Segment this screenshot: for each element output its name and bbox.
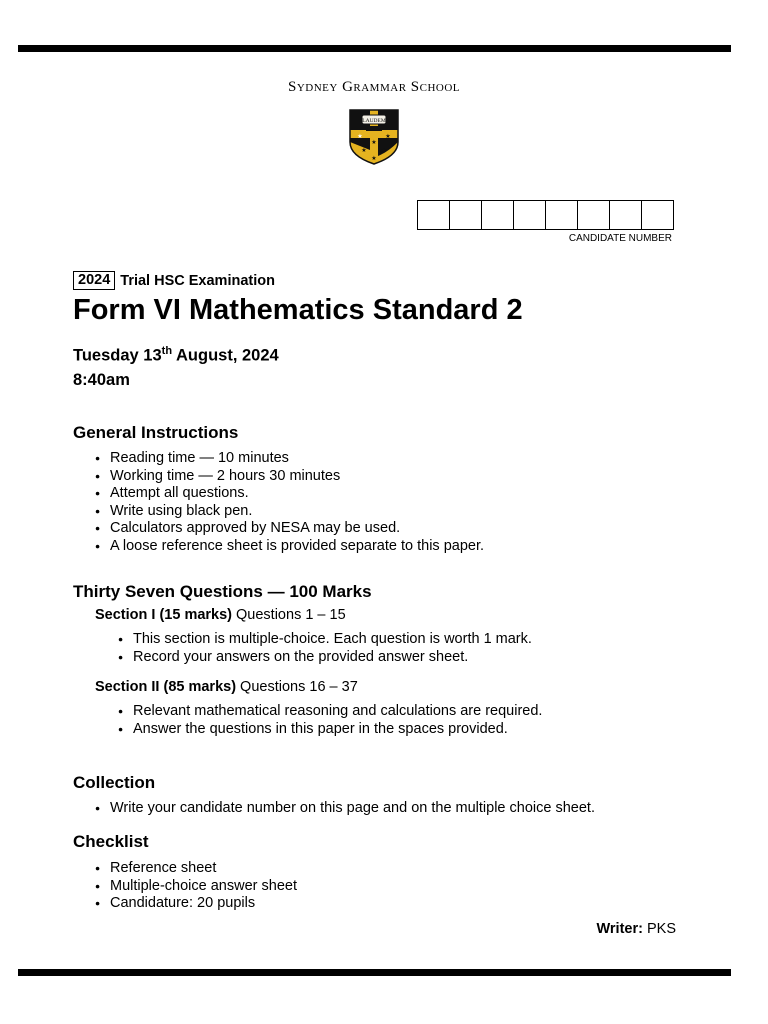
section-2-list [118, 703, 542, 738]
exam-time: 8:40am [73, 371, 130, 389]
list-item: ● Calculators approved by NESA may be used. [95, 520, 484, 538]
exam-date [73, 345, 279, 366]
svg-text:★: ★ [385, 134, 391, 140]
top-rule [18, 45, 731, 52]
checklist-heading: Checklist [73, 832, 149, 851]
exam-date-month-year: August, 2024 [172, 346, 279, 365]
list-item: ● Write using black pen. [95, 503, 484, 521]
school-crest-logo [348, 108, 400, 166]
section-1-title: Section I (15 marks) [95, 607, 232, 623]
crest-motto: LAUDEM [362, 118, 386, 124]
candidate-digit-box[interactable] [449, 200, 482, 230]
candidate-digit-box[interactable] [545, 200, 578, 230]
candidate-digit-box[interactable] [481, 200, 514, 230]
list-item: ● Answer the questions in this paper in the spaces provided. [118, 721, 542, 739]
svg-text:★: ★ [371, 156, 377, 162]
list-item: ● A loose reference sheet is provided separate to this paper. [95, 538, 484, 556]
bottom-rule [18, 969, 731, 976]
section-2-title: Section II (85 marks) [95, 679, 237, 695]
svg-text:★: ★ [371, 140, 377, 146]
section-2-range: Questions 16 – 37 [236, 679, 358, 695]
exam-year-badge: 2024 [73, 271, 115, 290]
list-item: ● Record your answers on the provided answer sheet. [118, 649, 532, 667]
exam-date-day: Tuesday 13 [73, 346, 162, 365]
list-item: ● Multiple-choice answer sheet [95, 878, 297, 896]
list-item: ● Reference sheet [95, 860, 297, 878]
candidate-number-boxes[interactable] [417, 200, 674, 230]
list-item: ● Attempt all questions. [95, 485, 484, 503]
list-item: ● Working time — 2 hours 30 minutes [95, 468, 484, 486]
writer-credit [560, 921, 676, 937]
list-item: ● Write your candidate number on this page and on the multiple choice sheet. [95, 800, 595, 818]
svg-text:★: ★ [357, 134, 363, 140]
candidate-digit-box[interactable] [577, 200, 610, 230]
exam-type-line [73, 271, 275, 290]
general-instructions-list [95, 450, 484, 555]
writer-label: Writer: [596, 921, 643, 937]
candidate-digit-box[interactable] [641, 200, 674, 230]
section-2-heading [95, 679, 358, 695]
section-1-list [118, 631, 532, 666]
collection-list [95, 800, 595, 818]
candidate-digit-box[interactable] [609, 200, 642, 230]
list-item: ● This section is multiple-choice. Each question is worth 1 mark. [118, 631, 532, 649]
school-name: Sydney Grammar School [287, 79, 461, 95]
exam-date-ordinal: th [161, 345, 173, 357]
general-instructions-heading: General Instructions [73, 423, 239, 442]
questions-heading: Thirty Seven Questions — 100 Marks [73, 582, 372, 601]
section-1-range: Questions 1 – 15 [232, 607, 346, 623]
writer-name: PKS [642, 921, 676, 937]
candidate-number-label: CANDIDATE NUMBER [568, 233, 672, 244]
svg-text:★: ★ [381, 148, 387, 154]
page-title: Form VI Mathematics Standard 2 [73, 294, 523, 326]
candidate-digit-box[interactable] [417, 200, 450, 230]
candidate-digit-box[interactable] [513, 200, 546, 230]
exam-type: Trial HSC Examination [120, 272, 275, 289]
list-item: ● Relevant mathematical reasoning and calculations are required. [118, 703, 542, 721]
checklist-list [95, 860, 297, 913]
list-item: ● Candidature: 20 pupils [95, 895, 297, 913]
list-item: ● Reading time — 10 minutes [95, 450, 484, 468]
section-1-heading [95, 607, 346, 623]
collection-heading: Collection [73, 773, 156, 792]
svg-text:★: ★ [361, 148, 367, 154]
